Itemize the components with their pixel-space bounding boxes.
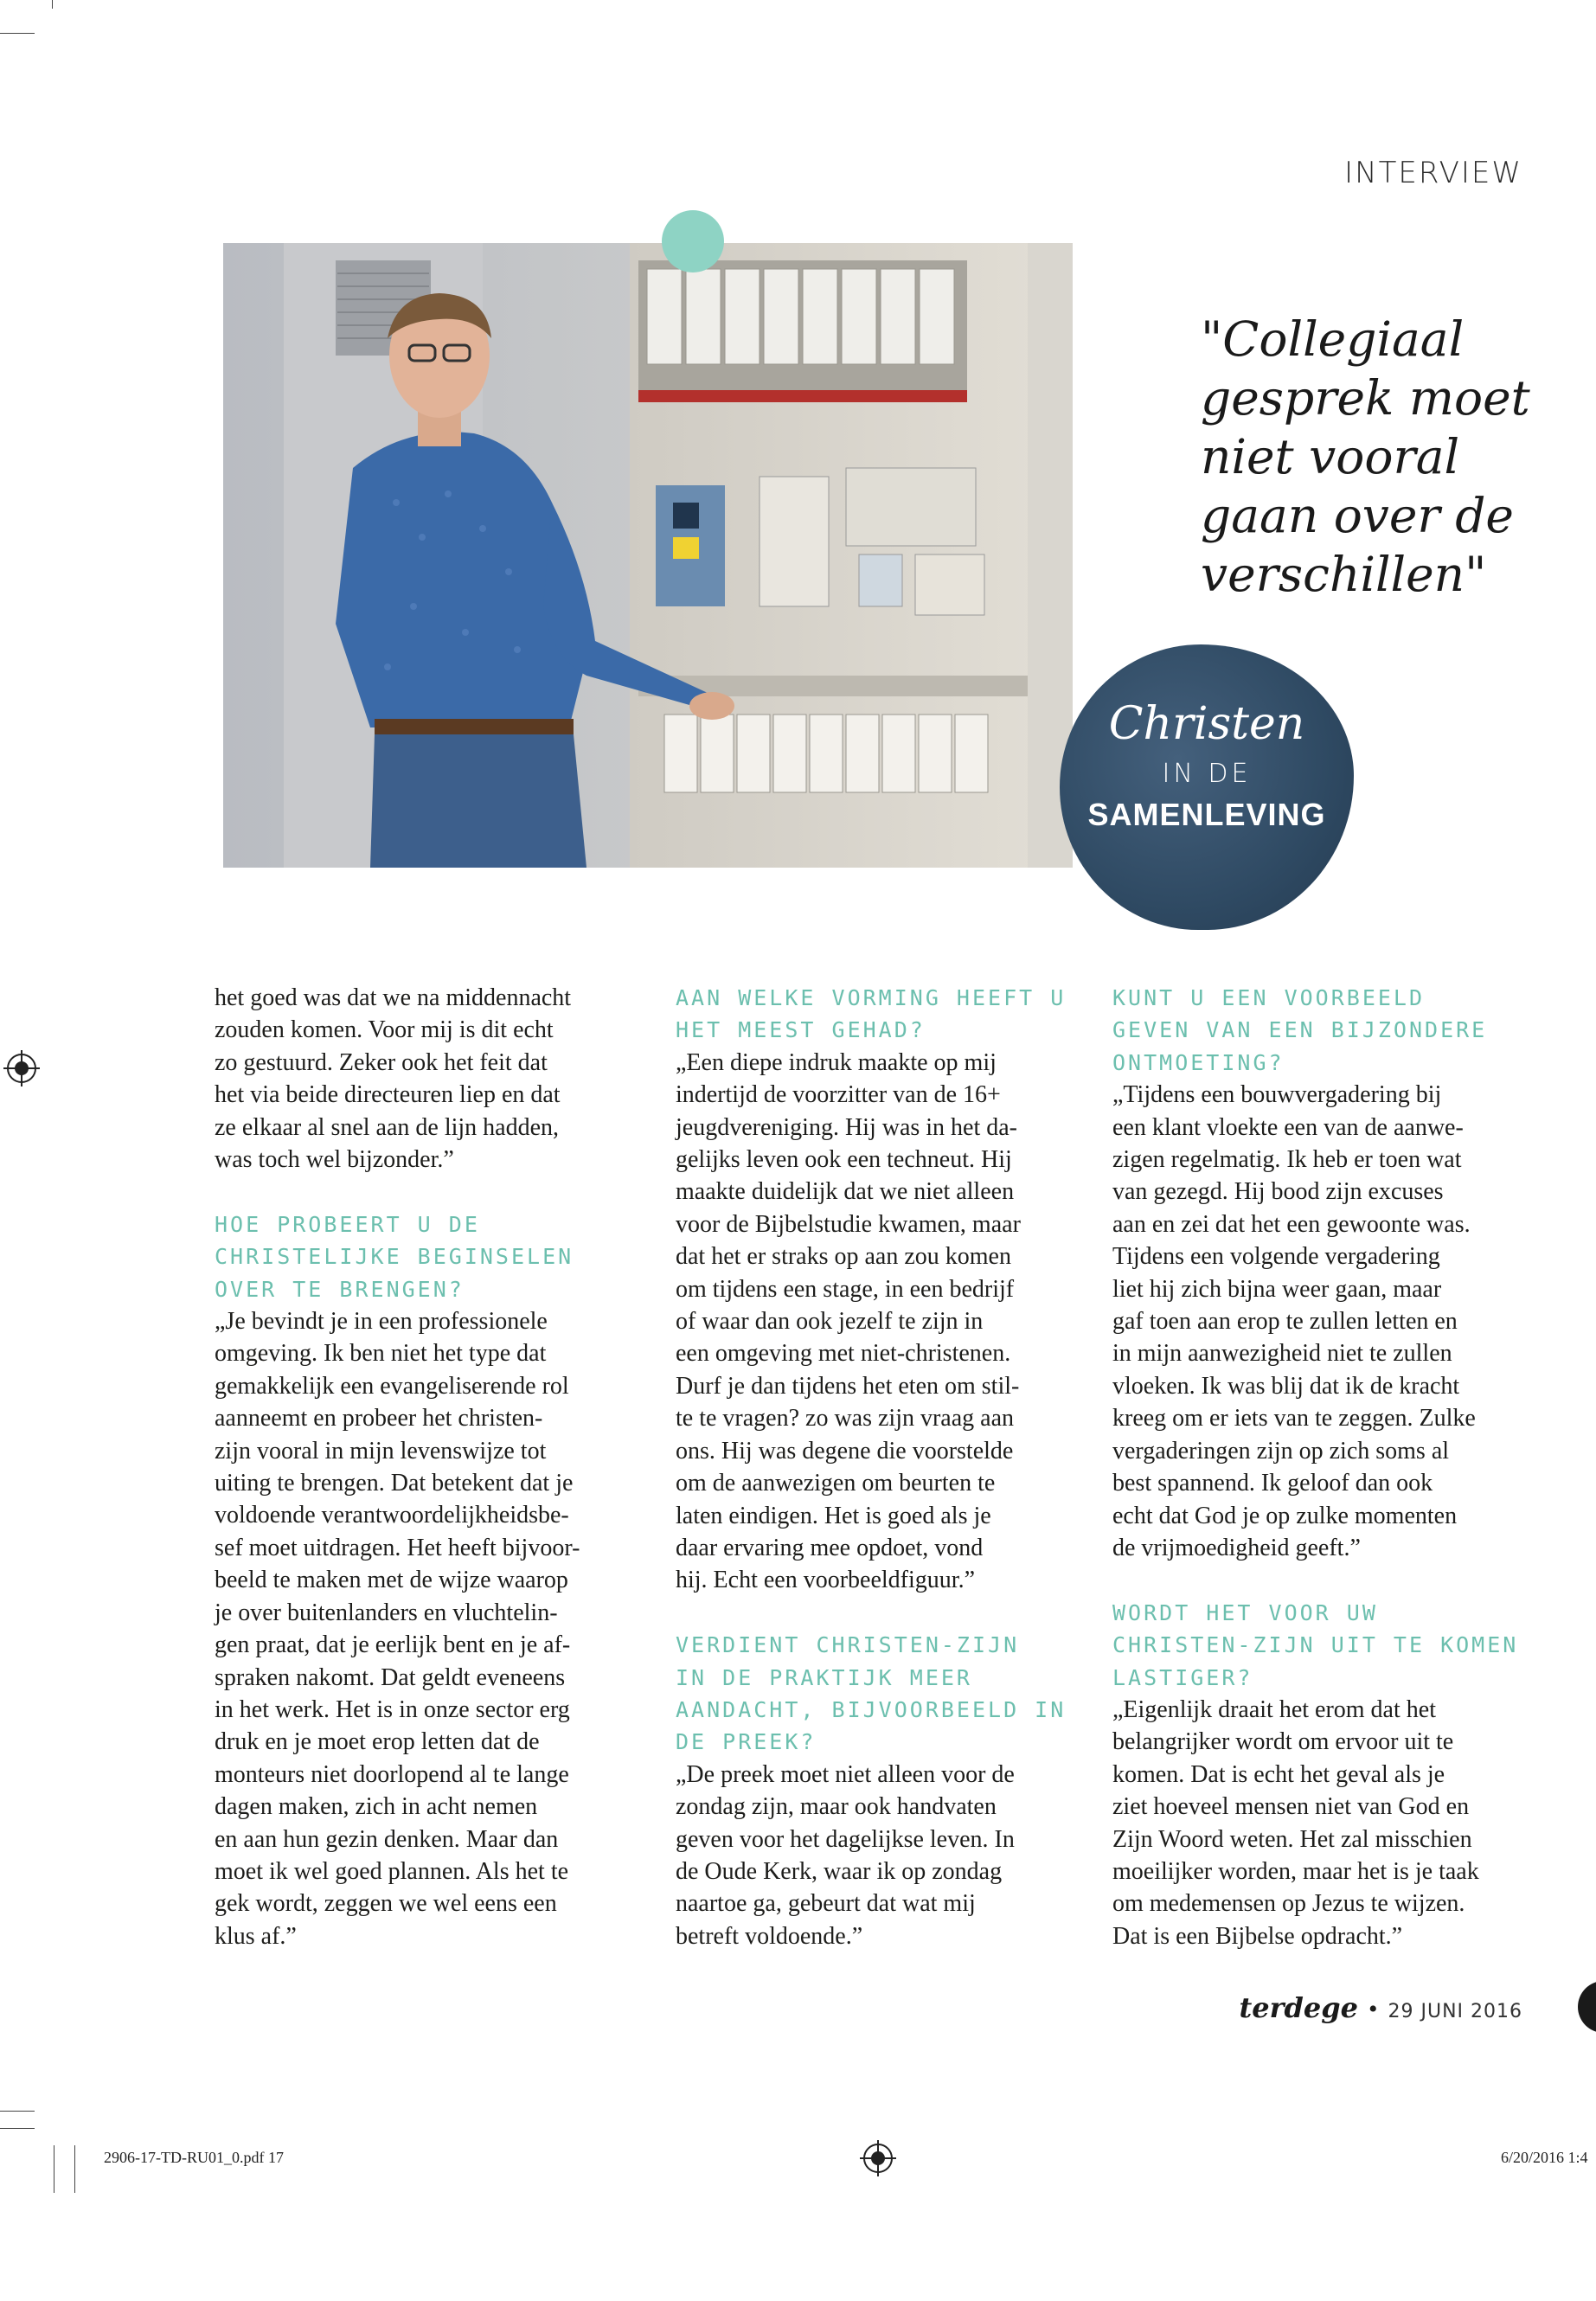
heading-line: HET MEEST GEHAD? (676, 1017, 926, 1043)
text-line: kreeg om er iets van te zeggen. Zulke (1112, 1405, 1476, 1433)
text-line: zijn vooral in mijn levenswijze tot (215, 1437, 547, 1465)
article-column-1 (215, 982, 617, 1952)
text-line: betreft voldoende.” (676, 1922, 863, 1950)
paragraph (1112, 1079, 1515, 1564)
text-line: het goed was dat we na middennacht (215, 984, 572, 1011)
text-line: vergaderingen zijn op zich soms al (1112, 1437, 1450, 1465)
text-line: aanneemt en probeer het christen- (215, 1405, 543, 1433)
paragraph (215, 1305, 617, 1952)
text-line: moet ik wel goed plannen. Als het te (215, 1857, 569, 1885)
hero-photo (223, 243, 1073, 868)
text-line: en aan hun gezin denken. Maar dan (215, 1825, 559, 1853)
crop-mark (0, 2111, 35, 2112)
text-line: in het werk. Het is in onze sector erg (215, 1695, 570, 1723)
text-line: Durf je dan tijdens het eten om stil- (676, 1372, 1020, 1400)
text-line: hij. Echt een voorbeeldfiguur.” (676, 1567, 975, 1594)
heading-line: OVER TE BRENGEN? (215, 1276, 465, 1302)
registration-mark-icon (863, 2144, 893, 2173)
text-line: moeilijker worden, maar het is je taak (1112, 1857, 1479, 1885)
text-line: Dat is een Bijbelse opdracht.” (1112, 1922, 1403, 1950)
badge-label: SAMENLEVING (1087, 797, 1326, 832)
text-line: het via beide directeuren liep en dat (215, 1081, 561, 1109)
question-heading (676, 1629, 1078, 1759)
badge-subtitle: IN DE (1162, 759, 1252, 789)
page-footer (1237, 1991, 1522, 2024)
heading-line: DE PREEK? (676, 1729, 817, 1755)
heading-line: CHRISTELIJKE BEGINSELEN (215, 1244, 574, 1270)
text-line: maakte duidelijk dat we niet alleen (676, 1178, 1015, 1206)
crop-mark (52, 0, 53, 9)
text-line: vloeken. Ik was blij dat ik de kracht (1112, 1372, 1460, 1400)
text-line: monteurs niet doorlopend al te lange (215, 1760, 569, 1788)
text-line: de Oude Kerk, waar ik op zondag (676, 1857, 1003, 1885)
crop-mark (74, 2145, 75, 2193)
text-line: omgeving. Ik ben niet het type dat (215, 1340, 547, 1368)
text-line: „Tijdens een bouwvergadering bij (1112, 1081, 1442, 1109)
text-line: ze elkaar al snel aan de lijn hadden, (215, 1113, 560, 1141)
text-line: voldoende verantwoordelijkheidsbe- (215, 1502, 569, 1529)
text-line: in mijn aanwezigheid niet te zullen (1112, 1340, 1452, 1368)
photo-illustration (223, 243, 1073, 868)
pull-quote-line: gaan over de (1201, 488, 1514, 543)
text-line: uiting te brengen. Dat betekent dat je (215, 1470, 574, 1497)
paragraph (676, 1047, 1078, 1597)
text-line: om medemensen op Jezus te wijzen. (1112, 1890, 1465, 1918)
text-line: liet hij zich bijna weer gaan, maar (1112, 1275, 1442, 1303)
question-heading (1112, 1597, 1519, 1694)
text-line: dagen maken, zich in acht nemen (215, 1793, 538, 1821)
text-line: klus af.” (215, 1922, 297, 1950)
text-line: jeugdvereniging. Hij was in het da- (676, 1113, 1018, 1141)
article-column-2 (676, 982, 1078, 1952)
heading-line: AAN WELKE VORMING HEEFT U (676, 985, 1067, 1010)
text-line: gen praat, dat je eerlijk bent en je af- (215, 1631, 571, 1659)
heading-line: HOE PROBEERT U DE (215, 1211, 480, 1237)
text-line: zigen regelmatig. Ik heb er toen wat (1112, 1146, 1462, 1174)
text-line: van gezegd. Hij bood zijn excuses (1112, 1178, 1444, 1206)
badge-title: Christen (1108, 698, 1305, 750)
text-line: echt dat God je op zulke momenten (1112, 1502, 1458, 1529)
heading-line: GEVEN VAN EEN BIJZONDERE (1112, 1017, 1488, 1043)
pull-quote-line: gesprek moet (1201, 370, 1530, 426)
text-line: zouden komen. Voor mij is dit echt (215, 1016, 554, 1044)
text-line: „Eigenlijk draait het erom dat het (1112, 1695, 1436, 1723)
text-line: spraken nakomt. Dat geldt eveneens (215, 1663, 566, 1691)
paragraph (215, 982, 617, 1176)
text-line: gelijks leven ook een techneut. Hij (676, 1146, 1012, 1174)
text-line: best spannend. Ik geloof dan ook (1112, 1470, 1433, 1497)
article-column-3 (1112, 982, 1519, 1952)
text-line: ons. Hij was degene die voorstelde (676, 1437, 1014, 1465)
paragraph (676, 1759, 1078, 1952)
heading-line: AANDACHT, BIJVOORBEELD IN (676, 1696, 1067, 1722)
text-line: sef moet uitdragen. Het heeft bijvoor- (215, 1534, 580, 1561)
pull-quote-line: niet vooral (1201, 429, 1460, 484)
heading-line: ONTMOETING? (1112, 1049, 1285, 1075)
text-line: een klant vloekte een van de aanwe- (1112, 1113, 1464, 1141)
text-line: gek wordt, zeggen we wel eens een (215, 1890, 557, 1918)
heading-line: LASTIGER? (1112, 1664, 1253, 1690)
text-line: „Een diepe indruk maakte op mij (676, 1048, 997, 1076)
text-line: laten eindigen. Het is goed als je (676, 1502, 991, 1529)
text-line: „De preek moet niet alleen voor de (676, 1760, 1015, 1788)
text-line: belangrijker wordt om ervoor uit te (1112, 1728, 1454, 1756)
footer-separator: • (1368, 1995, 1378, 2023)
text-line: de vrijmoedigheid geeft.” (1112, 1534, 1361, 1561)
text-line: ziet hoeveel mensen niet van God en (1112, 1793, 1470, 1821)
text-line: zondag zijn, maar ook handvaten (676, 1793, 997, 1821)
text-line: dat het er straks op aan zou komen (676, 1243, 1011, 1271)
heading-line: IN DE PRAKTIJK MEER (676, 1664, 972, 1690)
text-line: komen. Dat is echt het geval als je (1112, 1760, 1445, 1788)
heading-line: VERDIENT CHRISTEN-ZIJN (676, 1632, 1020, 1658)
paragraph (1112, 1694, 1515, 1952)
print-slug-timestamp: 6/20/2016 1:4 (1501, 2149, 1588, 2166)
text-line: om de aanwezigen om beurten te (676, 1470, 996, 1497)
text-line: indertijd de voorzitter van de 16+ (676, 1081, 1001, 1109)
text-line: aan en zei dat het een gewoonte was. (1112, 1210, 1471, 1238)
text-line: of waar dan ook jezelf te zijn in (676, 1308, 984, 1336)
question-heading (676, 982, 1078, 1047)
text-line: beeld te maken met de wijze waarop (215, 1567, 568, 1594)
text-line: Tijdens een volgende vergadering (1112, 1243, 1440, 1271)
text-line: naartoe ga, gebeurt dat wat mij (676, 1890, 976, 1918)
issue-date: 29 JUNI 2016 (1388, 2001, 1522, 2022)
text-line: om tijdens een stage, in een bedrijf (676, 1275, 1015, 1303)
page-number-tab (1578, 1981, 1596, 2033)
text-line: daar ervaring mee opdoet, vond (676, 1534, 984, 1561)
text-line: te te vragen? zo was zijn vraag aan (676, 1405, 1015, 1433)
pull-quote (1201, 310, 1564, 604)
question-heading (1112, 982, 1515, 1079)
pull-quote-line: verschillen" (1201, 547, 1487, 602)
section-label: INTERVIEW (1344, 156, 1522, 190)
registration-mark-icon (7, 1054, 36, 1083)
text-line: je over buitenlanders en vluchtelin- (215, 1599, 558, 1626)
text-line: „Je bevindt je in een professionele (215, 1308, 548, 1336)
text-line: druk en je moet erop letten dat de (215, 1728, 540, 1756)
series-badge (1060, 644, 1354, 930)
print-slug-file: 2906-17-TD-RU01_0.pdf 17 (104, 2149, 284, 2166)
magazine-logo: terdege (1239, 1991, 1358, 2024)
text-line: was toch wel bijzonder.” (215, 1146, 454, 1174)
pull-quote-line: "Collegiaal (1201, 311, 1465, 367)
text-line: gaf toen aan erop te zullen letten en (1112, 1308, 1458, 1336)
crop-mark (0, 33, 35, 34)
text-line: zo gestuurd. Zeker ook het feit dat (215, 1048, 548, 1076)
text-line: Zijn Woord weten. Het zal misschien (1112, 1825, 1472, 1853)
question-heading (215, 1208, 617, 1305)
text-line: geven voor het dagelijkse leven. In (676, 1825, 1015, 1853)
text-line: een omgeving met niet-christenen. (676, 1340, 1011, 1368)
text-line: voor de Bijbelstudie kwamen, maar (676, 1210, 1021, 1238)
accent-dot (662, 210, 724, 272)
heading-line: CHRISTEN-ZIJN UIT TE KOMEN (1112, 1632, 1519, 1658)
crop-mark (0, 2128, 35, 2129)
heading-line: WORDT HET VOOR UW (1112, 1599, 1378, 1625)
text-line: gemakkelijk een evangeliserende rol (215, 1372, 569, 1400)
heading-line: KUNT U EEN VOORBEELD (1112, 985, 1426, 1010)
